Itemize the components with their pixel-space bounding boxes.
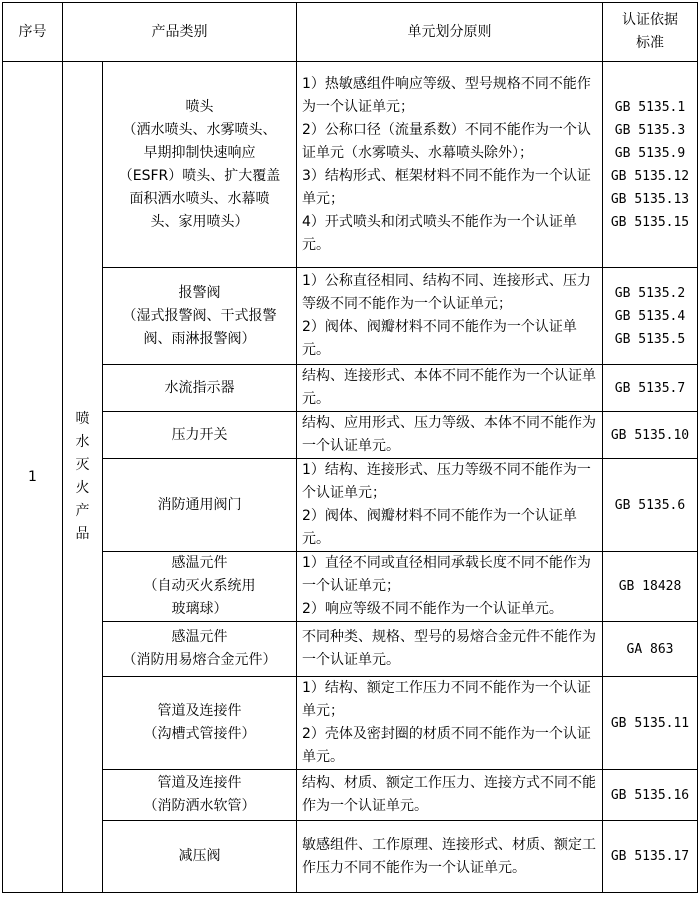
rule-item: 结构、应用形式、压力等级、本体不同不能作为一个认证单元。 (302, 415, 596, 454)
standard-code: GB 5135.15 (610, 214, 690, 230)
unit-rule (297, 821, 603, 893)
rule-item: 敏感组件、工作原理、连接形式、材质、额定工作压力不同不能作为一个认证单元。 (302, 836, 596, 876)
standard-code: GB 5135.6 (614, 497, 686, 513)
standard-code: GB 5135.17 (610, 849, 690, 864)
rule-item: 结构、材质、额定工作压力、连接方式不同不能作为一个认证单元。 (302, 775, 596, 814)
category-line: 感温元件 (171, 629, 228, 645)
table-header-row (3, 3, 698, 62)
category-line: 喷头 (185, 98, 214, 115)
category-line: 感温元件 (171, 555, 228, 571)
product-category (103, 552, 297, 622)
product-category (103, 821, 297, 893)
unit-rule (297, 677, 603, 770)
certification-unit-table (2, 2, 698, 893)
unit-rule (297, 622, 603, 677)
standard-code: GB 5135.4 (614, 308, 686, 324)
table-row (3, 365, 698, 412)
product-category (103, 622, 297, 677)
standard-list (603, 622, 698, 677)
standard-code: GB 5135.7 (614, 380, 686, 396)
rule-item: 1）结构、额定工作压力不同不能作为一个认证单元； (302, 680, 591, 719)
category-line: （湿式报警阀、干式报警 (122, 307, 277, 324)
category-line: 管道及连接件 (157, 703, 242, 719)
standard-code: GB 5135.1 (614, 99, 686, 115)
header-standard-line1: 认证依据 (622, 12, 678, 28)
category-line: 面积洒水喷头、水幕喷 (129, 190, 270, 207)
product-category (103, 62, 297, 268)
group-name-cell (63, 62, 103, 893)
table-row (3, 677, 698, 770)
unit-rule (297, 365, 603, 412)
standard-code: GB 5135.2 (614, 285, 686, 301)
rule-item: 3）结构形式、框架材料不同不能作为一个认证单元； (302, 167, 591, 207)
standard-list (603, 459, 698, 552)
standard-list (603, 62, 698, 268)
unit-rule (297, 268, 603, 365)
standard-list (603, 677, 698, 770)
unit-rule (297, 770, 603, 821)
group-number: 1 (3, 62, 63, 893)
unit-rule (297, 412, 603, 459)
table-row (3, 622, 698, 677)
table-row (3, 412, 698, 459)
category-line: （沟槽式管接件） (143, 726, 256, 742)
category-line: 压力开关 (171, 426, 228, 443)
standard-code: GB 5135.3 (614, 122, 686, 138)
header-rule: 单元划分原则 (297, 3, 603, 62)
unit-rule (297, 62, 603, 268)
product-category (103, 268, 297, 365)
rule-item: 2）壳体及密封圈的材质不同不能作为一个认证单元。 (302, 726, 591, 765)
rule-item: 2）阀体、阀瓣材料不同不能作为一个认证单元。 (302, 319, 577, 358)
standard-list (603, 552, 698, 622)
category-line: 消防通用阀门 (157, 496, 242, 513)
unit-rule (297, 459, 603, 552)
product-category (103, 459, 297, 552)
table-row (3, 770, 698, 821)
category-line: （自动灭火系统用 (143, 578, 256, 594)
standard-code: GB 5135.12 (610, 168, 690, 184)
category-line: （消防用易熔合金元件） (122, 652, 277, 668)
standard-code: GB 5135.5 (614, 331, 686, 347)
category-line: 报警阀 (178, 284, 221, 301)
table-row (3, 552, 698, 622)
rule-item: 结构、连接形式、本体不同不能作为一个认证单元。 (302, 368, 596, 407)
product-category (103, 412, 297, 459)
rule-item: 不同种类、规格、型号的易熔合金元件不能作为一个认证单元。 (302, 629, 596, 668)
table-row (3, 62, 698, 268)
standard-code: GB 5135.10 (610, 427, 690, 443)
category-line: 早期抑制快速响应 (143, 144, 256, 161)
rule-item: 2）阀体、阀瓣材料不同不能作为一个认证单元。 (302, 508, 577, 547)
category-line: 玻璃球） (171, 601, 228, 617)
table-row (3, 268, 698, 365)
table-row (3, 459, 698, 552)
category-line: （洒水喷头、水雾喷头、 (122, 121, 277, 138)
standard-list (603, 365, 698, 412)
rule-item: 4）开式喷头和闭式喷头不能作为一个认证单元。 (302, 213, 577, 253)
standard-code: GB 5135.11 (610, 715, 690, 731)
category-line: （ESFR）喷头、扩大覆盖 (118, 167, 281, 184)
product-category (103, 770, 297, 821)
category-line: 管道及连接件 (157, 775, 242, 791)
standard-code: GB 5135.16 (610, 787, 690, 803)
header-category: 产品类别 (63, 3, 297, 62)
category-line: 减压阀 (178, 848, 221, 864)
standard-list (603, 412, 698, 459)
rule-item: 2）响应等级不同不能作为一个认证单元。 (302, 601, 563, 617)
standard-list (603, 268, 698, 365)
rule-item: 1）直径不同或直径相同承载长度不同不能作为一个认证单元； (302, 555, 591, 594)
standard-code: GB 5135.9 (614, 145, 686, 161)
category-line: （消防洒水软管） (143, 798, 256, 814)
category-line: 阀、雨淋报警阀） (143, 330, 256, 347)
rule-item: 1）热敏感组件响应等级、型号规格不同不能作为一个认证单元； (302, 75, 591, 115)
standard-list (603, 770, 698, 821)
header-standard (603, 3, 698, 62)
standard-code: GA 863 (626, 641, 674, 657)
standard-list (603, 821, 698, 893)
rule-item: 1）公称直径相同、结构不同、连接形式、压力等级不同不能作为一个认证单元； (302, 273, 591, 312)
standard-code: GB 5135.13 (610, 191, 690, 207)
group-name: 喷水灭火产品 (75, 411, 90, 542)
unit-rule (297, 552, 603, 622)
header-no: 序号 (3, 3, 63, 62)
category-line: 水流指示器 (164, 379, 235, 396)
category-line: 头、家用喷头） (150, 213, 249, 230)
standard-code: GB 18428 (618, 579, 682, 594)
table-row (3, 821, 698, 893)
product-category (103, 365, 297, 412)
header-standard-line2: 标准 (636, 35, 664, 51)
rule-item: 1）结构、连接形式、压力等级不同不能作为一个认证单元； (302, 462, 591, 501)
rule-item: 2）公称口径（流量系数）不同不能作为一个认证单元（水雾喷头、水幕喷头除外）； (302, 121, 591, 161)
product-category (103, 677, 297, 770)
